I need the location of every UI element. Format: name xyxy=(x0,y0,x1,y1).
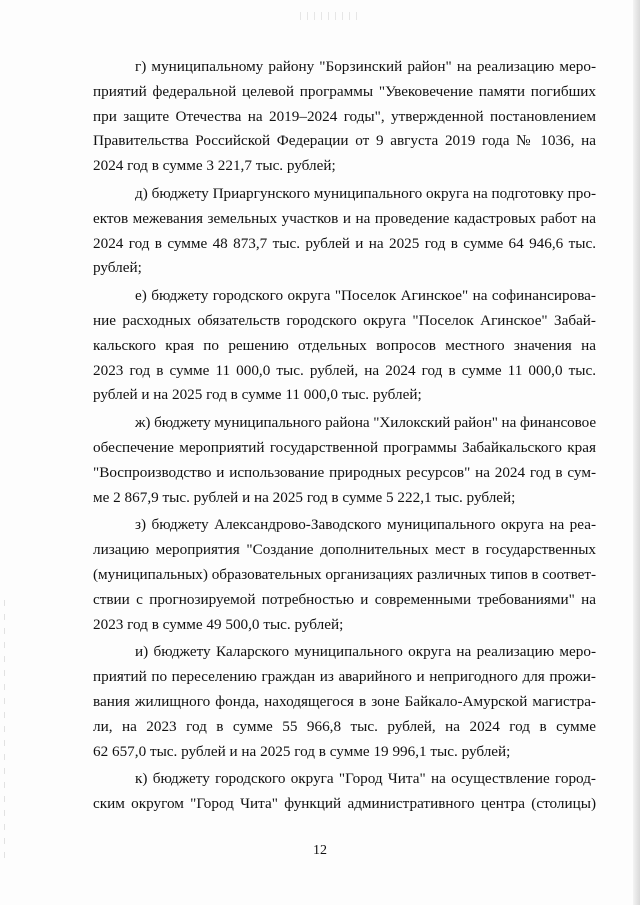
paragraph-e xyxy=(93,284,596,408)
text-line: (муниципальных) образовательных организациях различных типов в соответ- xyxy=(93,565,596,583)
text-line: Правительства Российской Федерации от 9 августа 2019 года № 1036, на xyxy=(93,132,596,150)
scan-artifact-top xyxy=(300,12,360,20)
text-line: е) бюджету городского округа "Поселок Агинское" на софинансирова- xyxy=(135,287,596,305)
text-line: приятий федеральной целевой программы "Увековечение памяти погибших xyxy=(93,82,596,100)
text-line: ме 2 867,9 тыс. рублей и на 2025 год в сумме 5 222,1 тыс. рублей; xyxy=(93,488,516,506)
document-body xyxy=(93,55,596,820)
text-line: вания жилищного фонда, находящегося в зоне Байкало-Амурской магистра- xyxy=(93,692,596,710)
text-line: 2023 год в сумме 11 000,0 тыс. рублей, на 2024 год в сумме 11 000,0 тыс. xyxy=(93,361,596,379)
text-line: при защите Отечества на 2019–2024 годы", утвержденной постановлением xyxy=(93,107,596,125)
text-line: приятий по переселению граждан из аварийного и непригодного для прожи- xyxy=(93,668,596,686)
paragraph-d xyxy=(93,182,596,281)
scan-artifact-left-edge xyxy=(4,600,5,860)
text-line: к) бюджету городского округа "Город Чита" на осуществление город- xyxy=(135,770,596,788)
text-line: "Воспроизводство и использование природных ресурсов" на 2024 год в сум- xyxy=(93,463,596,481)
scan-artifact-right-edge xyxy=(633,0,640,905)
text-line: рублей; xyxy=(93,259,142,277)
text-line: 2023 год в сумме 49 500,0 тыс. рублей; xyxy=(93,615,344,633)
text-line: г) муниципальному району "Борзинский район" на реализацию меро- xyxy=(135,58,596,75)
paragraph-i xyxy=(93,640,596,764)
paragraph-z xyxy=(93,513,596,637)
text-line: ние расходных обязательств городского округа "Поселок Агинское" Забай- xyxy=(93,311,596,329)
text-line: 2024 год в сумме 3 221,7 тыс. рублей; xyxy=(93,157,336,175)
text-line: лизацию мероприятия "Создание дополнительных мест в государственных xyxy=(93,541,596,559)
paragraph-g xyxy=(93,55,596,179)
text-line: д) бюджету Приаргунского муниципального округа на подготовку про- xyxy=(135,184,596,202)
paragraph-k xyxy=(93,767,596,817)
text-line: обеспечение мероприятий государственной программы Забайкальского края xyxy=(93,438,596,456)
page-number: 12 xyxy=(313,843,327,858)
text-line: ж) бюджету муниципального района "Хилокский район" на финансовое xyxy=(135,414,596,432)
text-line: ским округом "Город Чита" функций административного центра (столицы) xyxy=(93,795,596,813)
text-line: и) бюджету Каларского муниципального округа на реализацию меро- xyxy=(135,643,596,661)
text-line: 2024 год в сумме 48 873,7 тыс. рублей и на 2025 год в сумме 64 946,6 тыс. xyxy=(93,234,596,252)
text-line: рублей и на 2025 год в сумме 11 000,0 тыс. рублей; xyxy=(93,386,422,404)
text-line: з) бюджету Александрово-Заводского муниципального округа на реа- xyxy=(135,516,596,534)
text-line: ствии с прогнозируемой потребностью и современными требованиями" на xyxy=(93,590,596,608)
text-line: ли, на 2023 год в сумме 55 966,8 тыс. рублей, на 2024 год в сумме xyxy=(93,717,596,735)
text-line: ектов межевания земельных участков и на проведение кадастровых работ на xyxy=(93,209,596,227)
paragraph-zh xyxy=(93,411,596,510)
text-line: кальского края по решению отдельных вопросов местного значения на xyxy=(93,336,596,354)
text-line: 62 657,0 тыс. рублей и на 2025 год в сумме 19 996,1 тыс. рублей; xyxy=(93,742,511,760)
